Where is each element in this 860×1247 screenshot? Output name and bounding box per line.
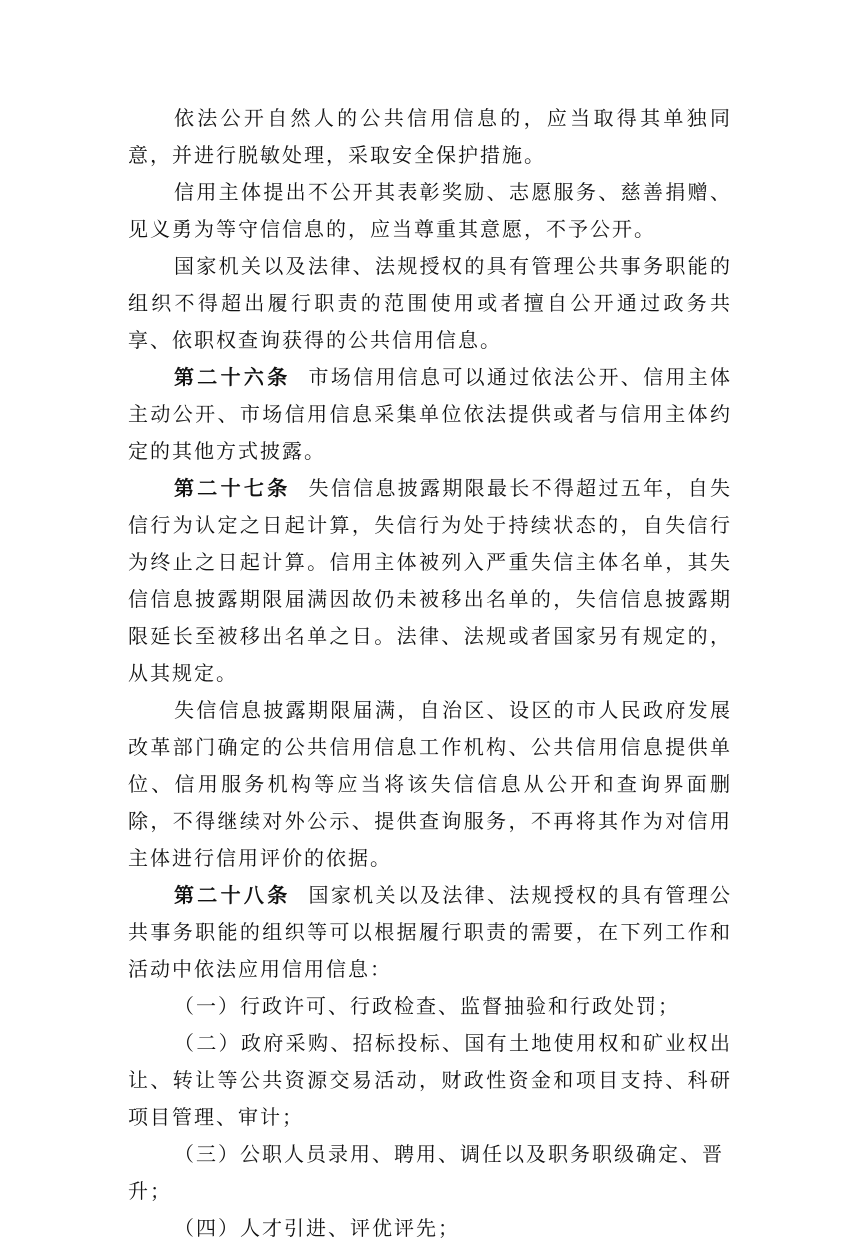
- article-text: 失信信息披露期限最长不得超过五年，自失信行为认定之日起计算，失信行为处于持续状态的，自失信行为终止之日起计算。信用主体被列入严重失信主体名单，其失信信息披露期限届满因故仍未被移出名单的，失信信息披露期限延长至被移出名单之日。法律、法规或者国家另有规定的，从其规定。: [128, 476, 733, 685]
- paragraph-state-organs: [128, 248, 732, 359]
- article-28: [128, 877, 732, 988]
- list-item: （四）人才引进、评优评先；: [174, 1216, 460, 1240]
- article-number: 第二十七条: [174, 476, 291, 500]
- paragraph-text: 失信信息披露期限届满，自治区、设区的市人民政府发展改革部门确定的公共信用信息工作机构、公共信用信息提供单位、信用服务机构等应当将该失信信息从公开和查询界面删除，不得继续对外公示、提供查询服务，不再将其作为对信用主体进行信用评价的依据。: [128, 698, 732, 870]
- list-item: （二）政府采购、招标投标、国有土地使用权和矿业权出让、转让等公共资源交易活动，财政性资金和项目支持、科研项目管理、审计；: [128, 1031, 732, 1129]
- paragraph-expiry: [128, 692, 732, 877]
- paragraph-text: 信用主体提出不公开其表彰奖励、志愿服务、慈善捐赠、见义勇为等守信信息的，应当尊重其意愿，不予公开。: [128, 180, 732, 241]
- article-27: [128, 470, 732, 692]
- list-item: （一）行政许可、行政检查、监督抽验和行政处罚；: [174, 994, 680, 1018]
- paragraph-text: 国家机关以及法律、法规授权的具有管理公共事务职能的组织不得超出履行职责的范围使用或者擅自公开通过政务共享、依职权查询获得的公共信用信息。: [128, 254, 732, 352]
- article-number: 第二十六条: [174, 365, 291, 389]
- article-text: 市场信用信息可以通过依法公开、信用主体主动公开、市场信用信息采集单位依法提供或者与信用主体约定的其他方式披露。: [128, 365, 733, 463]
- article-text: 国家机关以及法律、法规授权的具有管理公共事务职能的组织等可以根据履行职责的需要，在下列工作和活动中依法应用信用信息：: [128, 883, 733, 981]
- paragraph-text: 依法公开自然人的公共信用信息的，应当取得其单独同意，并进行脱敏处理，采取安全保护措施。: [128, 106, 732, 167]
- paragraph-honesty-info: [128, 174, 732, 248]
- paragraph-consent: [128, 100, 732, 174]
- list-item: （三）公职人员录用、聘用、调任以及职务职级确定、晋升；: [128, 1142, 724, 1203]
- article-number: 第二十八条: [174, 883, 291, 907]
- article-26: [128, 359, 732, 470]
